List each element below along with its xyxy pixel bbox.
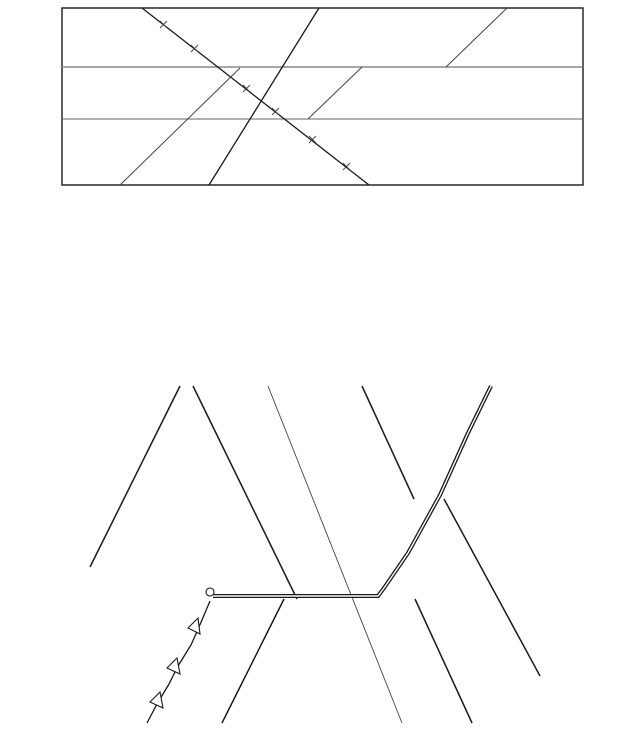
train-line-25665 [142, 8, 369, 185]
train-line-16523 [362, 386, 414, 499]
train-line-K265 [268, 386, 402, 723]
merge-point-marker [206, 588, 214, 596]
train-line-42158-reverse [120, 68, 240, 185]
figure-6-5 [0, 0, 629, 200]
locomotive-marker-1 [150, 692, 163, 708]
train-line-merged [213, 386, 491, 596]
train-line-51008 [147, 588, 214, 723]
train-line-down-b [444, 499, 540, 676]
train-line-32427 [193, 386, 297, 599]
train-line-32326 [222, 599, 284, 723]
train-line-2416 [209, 8, 319, 185]
train-line-42158-segment-3 [446, 8, 507, 67]
locomotive-marker-2 [167, 658, 180, 674]
train-line-down-c [415, 599, 472, 723]
locomotive-marker-3 [188, 618, 200, 634]
train-line-12006 [90, 386, 180, 567]
diagram-frame [62, 8, 583, 185]
train-line-42158-segment-2 [308, 67, 362, 119]
